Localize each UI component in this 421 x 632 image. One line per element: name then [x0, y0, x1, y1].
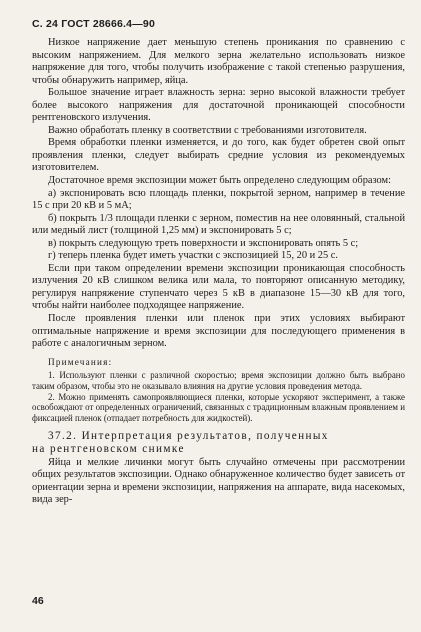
page-number: 46: [32, 595, 44, 607]
paragraph-processing-time: Время обработки пленки изменяется, и до того, как будет обретен свой опыт проявления пленки, следует выбирать средние условия из рекомендуемых изготовителем.: [32, 137, 405, 174]
section-heading-line1: 37.2. Интерпретация результатов, полученных: [48, 429, 329, 442]
list-item-d: г) теперь пленка будет иметь участки с экспозицией 15, 20 и 25 с.: [48, 250, 338, 262]
document-body: [32, 37, 405, 507]
paragraph-exposure-intro: Достаточное время экспозиции может быть определено следующим образом:: [48, 175, 392, 187]
list-item-b: б) покрыть 1/3 площади пленки с зерном, поместив на нее оловянный, стальной или медный лист (толщиной 1,25 мм) и экспонировать 5 с;: [32, 212, 405, 237]
list-item-c: в) покрыть следующую треть поверхности и экспонировать опять 5 с;: [48, 237, 359, 249]
section-paragraph: Яйца и мелкие личинки могут быть случайно отмечены при рассмотрении общих результатов экспозиции. Однако обнаруженное количество будет зависеть от ориентации зерна и времени экспозиции, напряжения на аппарате, вида насекомых, вида зер-: [32, 456, 405, 506]
notes-title: Примечания:: [48, 356, 113, 367]
note-item-1: 1. Используют пленки с различной скоростью; время экспозиции должно быть выбрано таким образом, чтобы это не оказывало влияния на другие условия проведения метода.: [32, 370, 405, 391]
note-item-2: 2. Можно применять самопроявляющиеся пленки, которые ускоряют эксперимент, а также освобождают от определенных ограничений, связанных с традиционным влажным проявлением и фиксацией пленок (отпадает потребность для жидкостей).: [32, 391, 405, 424]
paragraph-low-voltage: Низкое напряжение дает меньшую степень проникания по сравнению с высоким напряжением. Для мелкого зерна желательно использовать низкое напряжение для того, чтобы получить изображение с такой степенью разрушения, чтобы обнаружить например, яйца.: [32, 37, 405, 86]
section-heading-line2: на рентгеновском снимке: [32, 442, 185, 455]
list-item-a: а) экспонировать всю площадь пленки, покрытой зерном, например в течение 15 с при 20 кВ и 5 мА;: [32, 187, 405, 212]
paragraph-humidity: Большое значение играет влажность зерна: зерно высокой влажности требует более высокого напряжения для достаточной проникающей способности рентгеновского излучения.: [32, 87, 405, 124]
section-heading: [32, 430, 405, 456]
paragraph-film-processing: Важно обработать пленку в соответствии с требованиями изготовителя.: [48, 124, 367, 136]
paragraph-optimal-choice: После проявления пленки или пленок при этих условиях выбирают оптимальные напряжение и время экспозиции для последующего применения в работе с аналогичным зерном.: [32, 313, 405, 350]
paragraph-voltage-adjust: Если при таком определении времени экспозиции проникающая способность излучения 20 кВ слишком велика или мала, то повторяют описанную методику, регулируя напряжение ступенчато через 5 кВ в диапазоне 15—30 кВ для того, чтобы найти наиболее подходящее напряжение.: [32, 262, 405, 312]
running-header: С. 24 ГОСТ 28666.4—90: [32, 18, 155, 30]
